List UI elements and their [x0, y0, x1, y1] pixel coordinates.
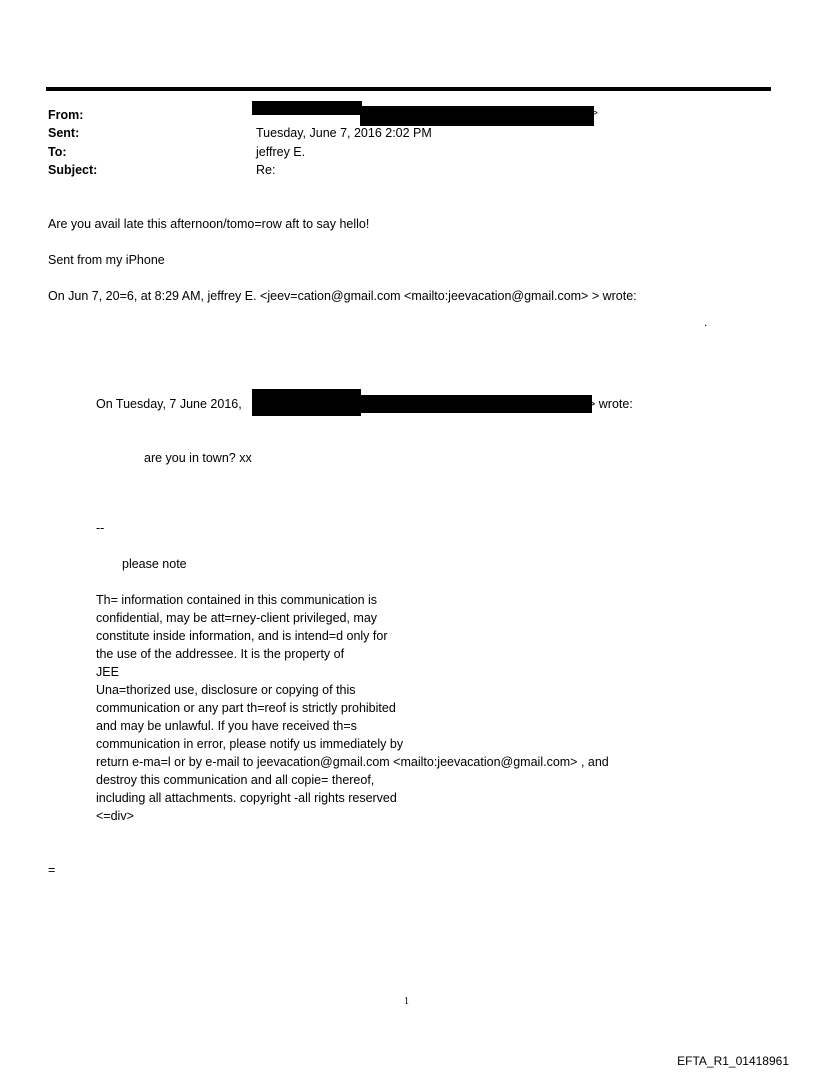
disclaimer-line: JEE — [96, 665, 119, 679]
disclaimer-line: communication or any part th=reof is strictly prohibited — [96, 701, 396, 715]
disclaimer-line: Th= information contained in this communication is — [96, 593, 378, 607]
to-label: To: — [48, 145, 67, 159]
disclaimer-line: including all attachments. copyright -all rights reserved — [96, 791, 397, 805]
disclaimer-line: Una=thorized use, disclosure or copying of this — [96, 683, 356, 697]
redaction-from-email — [360, 106, 594, 126]
nested-quote-prefix: On Tuesday, 7 June 2016, — [96, 397, 242, 411]
from-label: From: — [48, 108, 84, 122]
document-id: EFTA_R1_01418961 — [677, 1054, 789, 1068]
please-note: please note — [122, 557, 187, 571]
subject-value: Re: — [256, 163, 276, 177]
redaction-from-name — [252, 101, 362, 115]
subject-label: Subject: — [48, 163, 98, 177]
disclaimer-line: constitute inside information, and is intend=d only for — [96, 629, 388, 643]
sent-label: Sent: — [48, 126, 80, 140]
from-suffix: > — [592, 108, 598, 119]
nested-quote-suffix: > wrote: — [588, 397, 633, 411]
disclaimer-line: <=div> — [96, 809, 134, 823]
sent-value: Tuesday, June 7, 2016 2:02 PM — [256, 126, 432, 140]
quote-header: On Jun 7, 20=6, at 8:29 AM, jeffrey E. <jeev=cation@gmail.com <mailto:jeevacation@gmail.com> > wrote: — [48, 289, 637, 303]
nested-message: are you in town? xx — [144, 451, 252, 465]
disclaimer-line: return e-ma=l or by e-mail to jeevacation@gmail.com <mailto:jeevacation@gmail.com> , and — [96, 755, 609, 769]
redaction-nested-name — [252, 389, 361, 416]
page-number: 1 — [404, 996, 409, 1007]
trailing-equals: = — [48, 863, 56, 877]
message-line: Are you avail late this afternoon/tomo=row aft to say hello! — [48, 217, 370, 231]
disclaimer-line: destroy this communication and all copie= thereof, — [96, 773, 375, 787]
disclaimer-line: communication in error, please notify us immediately by — [96, 737, 404, 751]
disclaimer-line: confidential, may be att=rney-client privileged, may — [96, 611, 378, 625]
signature-separator: -- — [96, 521, 105, 535]
signature-line: Sent from my iPhone — [48, 253, 165, 267]
redaction-nested-email — [359, 395, 592, 413]
disclaimer-line: and may be unlawful. If you have received th=s — [96, 719, 357, 733]
to-value: jeffrey E. — [256, 145, 306, 159]
header-rule — [46, 87, 771, 91]
disclaimer-line: the use of the addressee. It is the property of — [96, 647, 345, 661]
stray-dot: . — [704, 315, 708, 329]
